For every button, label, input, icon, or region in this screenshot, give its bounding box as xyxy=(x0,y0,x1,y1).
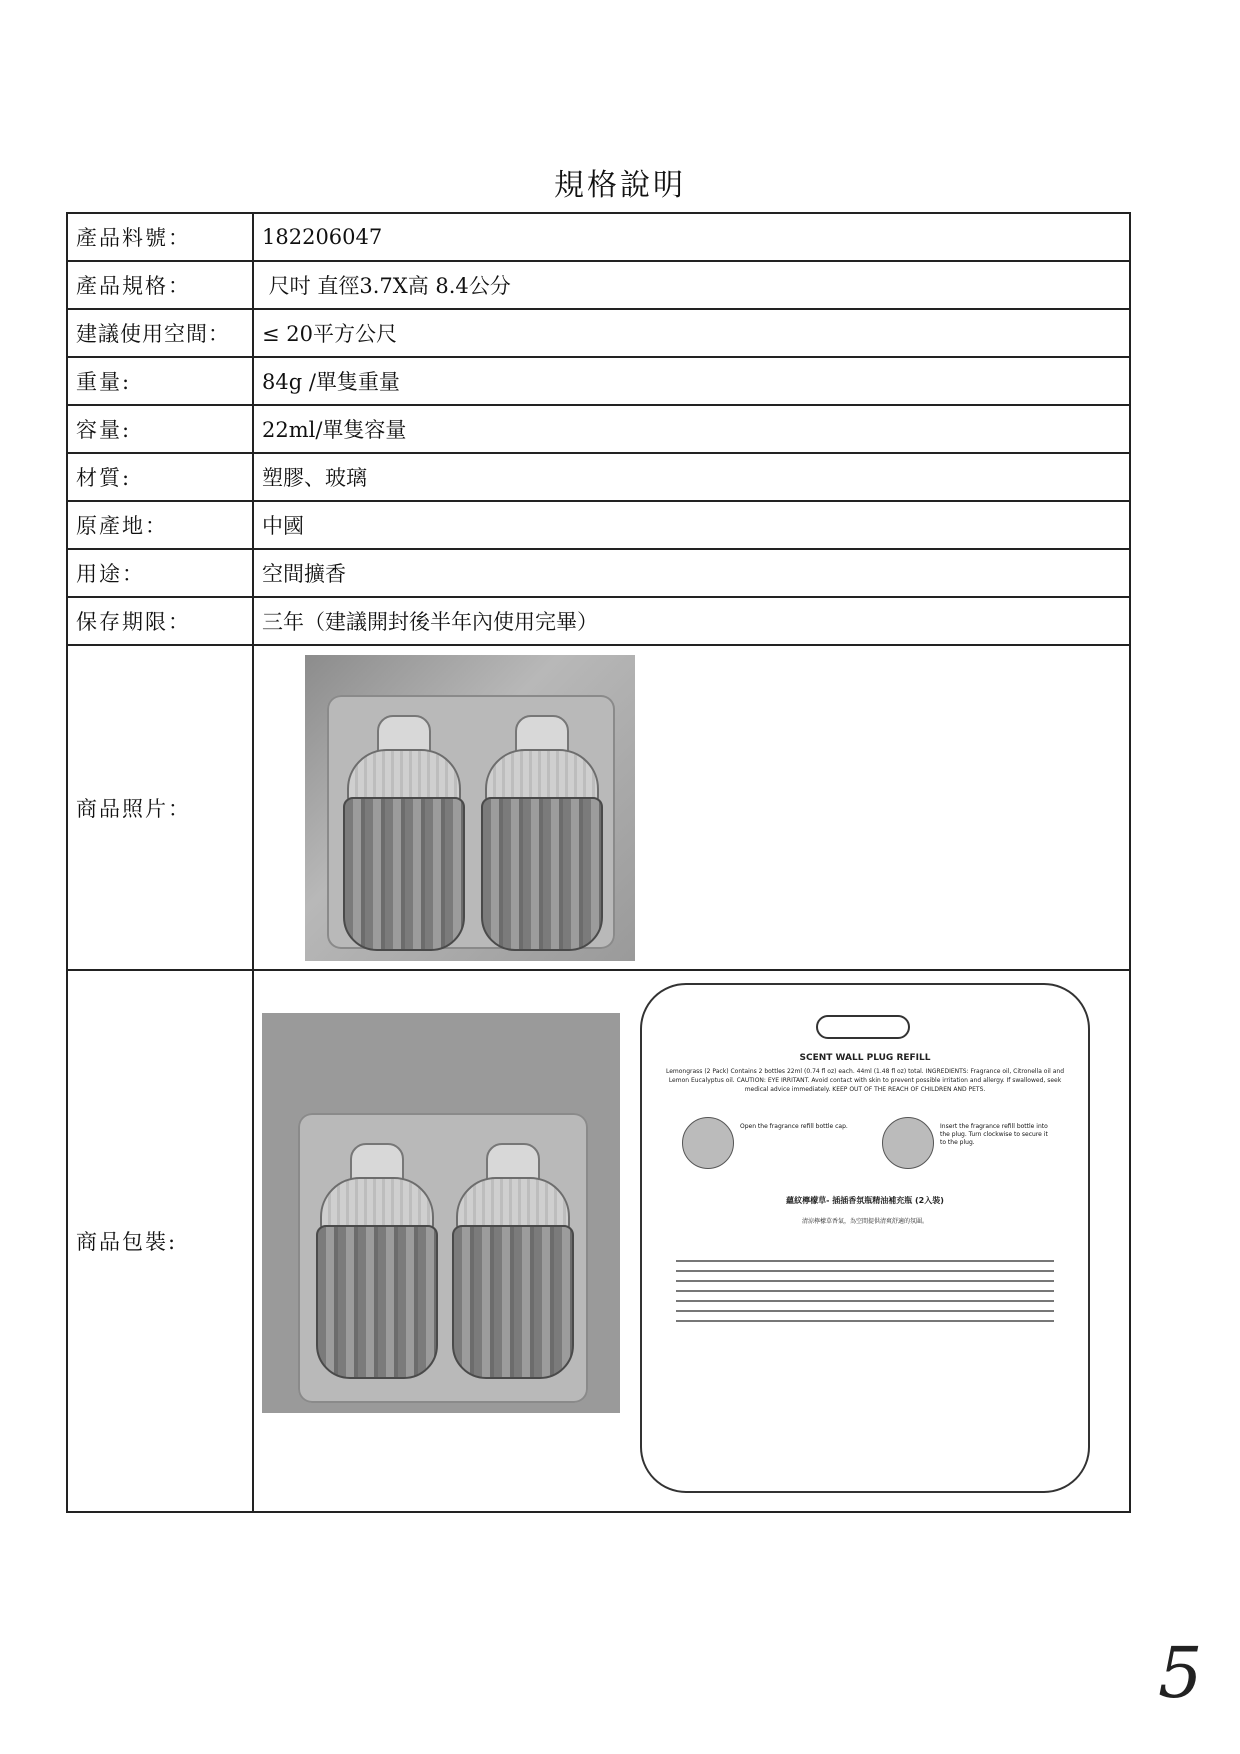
spec-value: 22ml/單隻容量 xyxy=(253,405,1130,453)
spec-row-origin xyxy=(67,501,1130,549)
spec-label: 保存期限： xyxy=(67,597,253,645)
step-2-illustration xyxy=(882,1117,934,1169)
spec-row-shelf-life xyxy=(67,597,1130,645)
refill-bottle xyxy=(477,715,603,955)
spec-table xyxy=(66,212,1131,1513)
spec-row-material xyxy=(67,453,1130,501)
spec-row-part-number xyxy=(67,213,1130,261)
spec-row-weight xyxy=(67,357,1130,405)
packaging-front-photo xyxy=(262,1013,620,1413)
spec-label: 材質: xyxy=(67,453,253,501)
spec-row-product-photo xyxy=(67,645,1130,970)
spec-label: 重量: xyxy=(67,357,253,405)
spec-label: 建議使用空間： xyxy=(67,309,253,357)
spec-value: 三年（建議開封後半年內使用完畢） xyxy=(253,597,1130,645)
blister-tray xyxy=(327,695,615,949)
refill-bottle xyxy=(312,1143,438,1383)
spec-row-usage xyxy=(67,549,1130,597)
spec-label: 原產地： xyxy=(67,501,253,549)
spec-value: 182206047 xyxy=(253,213,1130,261)
spec-value: ≤ 20平方公尺 xyxy=(253,309,1130,357)
step-2 xyxy=(872,1113,1062,1173)
product-photo-cell xyxy=(253,645,1130,970)
spec-label: 產品料號： xyxy=(67,213,253,261)
spec-label: 商品包裝: xyxy=(67,970,253,1512)
spec-row-space xyxy=(67,309,1130,357)
step-1-text: Open the fragrance refill bottle cap. xyxy=(740,1123,848,1130)
spec-value: 塑膠、玻璃 xyxy=(253,453,1130,501)
spec-label: 產品規格： xyxy=(67,261,253,309)
refill-bottle xyxy=(339,715,465,955)
step-1-illustration xyxy=(682,1117,734,1169)
page-title: 規格說明 xyxy=(554,168,686,203)
packaging-cell xyxy=(253,970,1130,1512)
product-photo xyxy=(305,655,635,961)
step-1 xyxy=(672,1113,862,1173)
spec-row-size xyxy=(67,261,1130,309)
spec-row-packaging xyxy=(67,970,1130,1512)
spec-label: 容量: xyxy=(67,405,253,453)
spec-value: 尺吋 直徑3.7X高 8.4公分 xyxy=(253,261,1130,309)
blister-tray xyxy=(298,1113,588,1403)
page-number: 5 xyxy=(1158,1632,1203,1714)
spec-value: 中國 xyxy=(253,501,1130,549)
spec-value: 空間擴香 xyxy=(253,549,1130,597)
spec-value: 84g /單隻重量 xyxy=(253,357,1130,405)
step-2-text: Insert the fragrance refill bottle into the plug. Turn clockwise to secure it to the plug. xyxy=(940,1123,1048,1146)
hang-hole xyxy=(816,1015,910,1039)
spec-label: 用途： xyxy=(67,549,253,597)
card-cn-heading: 蘊紋檸檬草- 插插香氛瓶精油補充瓶 (2入裝) xyxy=(786,1196,944,1205)
card-cn-body: 清涼檸檬草香氣，為空間提供清爽舒適的氛圍。 xyxy=(801,1218,928,1225)
spec-row-capacity xyxy=(67,405,1130,453)
refill-bottle xyxy=(448,1143,574,1383)
card-body: Lemongrass (2 Pack) Contains 2 bottles 22ml (0.74 fl oz) each. 44ml (1.48 fl oz) total. INGREDIENTS: Fragrance oil, Citronella oil and Lemon Eucalyptus oil. CAUTION: EYE IRRITANT. Avoid contact with skin to prevent possible irritation and allergy. If swallowed, seek medical advice immediately. KEEP OUT OF THE REACH OF CHILDREN AND PETS. xyxy=(665,1068,1064,1093)
packaging-back-card xyxy=(640,983,1090,1493)
card-heading: SCENT WALL PLUG REFILL xyxy=(799,1053,931,1063)
card-fine-print xyxy=(676,1260,1054,1330)
spec-label: 商品照片： xyxy=(67,645,253,970)
